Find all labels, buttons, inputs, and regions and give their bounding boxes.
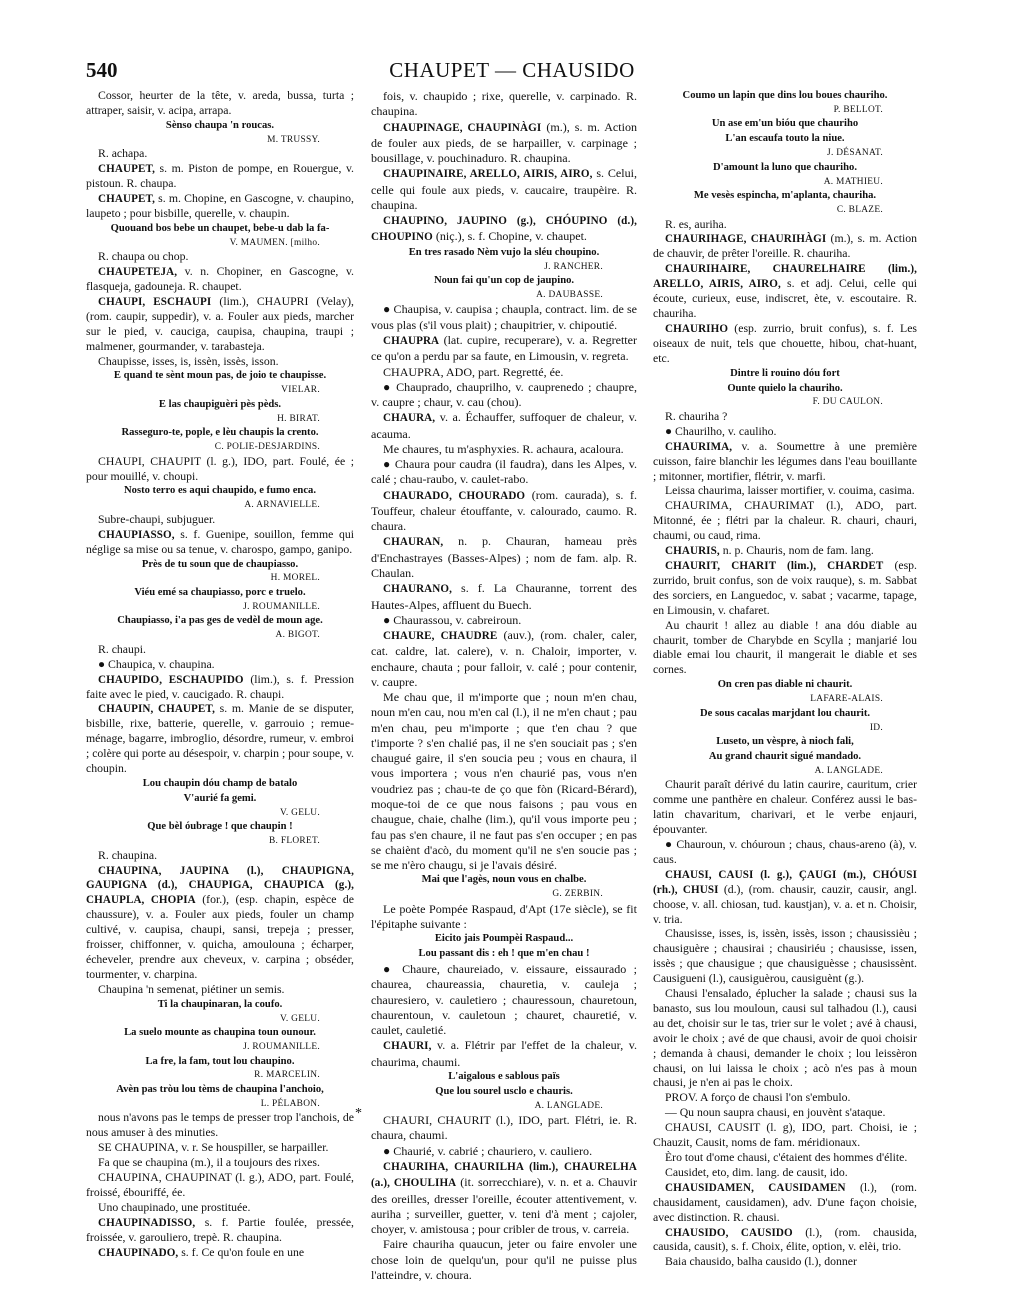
quotation-author: A. DAUBASSE. (536, 289, 603, 300)
quotation-line: Noun fai qu'un cop de jaupino. (433, 275, 575, 287)
headword: CHAUPET, (98, 192, 155, 205)
quotation-line: Rasseguro-te, pople, e lèu chaupis la crento. (121, 427, 319, 439)
headword: CHAUPINAIRE, ARELLO, AIRIS, AIRO, (383, 168, 593, 181)
quotation-line: Un ase em'un bióu que chauriho (711, 118, 859, 130)
dictionary-entry (371, 534, 637, 581)
entry-paragraph: R. chauriha ? (665, 409, 728, 423)
entry-paragraph: ● Chaupica, v. chaupina. (98, 657, 215, 671)
dictionary-entry (86, 702, 354, 777)
dictionary-entry (653, 868, 917, 928)
quotation-author: J. RANCHER. (544, 261, 603, 272)
dictionary-entry (86, 864, 354, 983)
quotation-author: LAFARE-ALAIS. (810, 694, 883, 705)
entry-paragraph: ● Chaupisa, v. caupisa ; chaupla, contract. lim. de se vous plas (s'il vous plait) ; chaupitrier, v. chipoutié. (371, 302, 637, 332)
entry-text: n. p. Chauran, hameau près d'Enchastrayes (Basses-Alpes) ; nom de fam. alp. R. Chaulan. (371, 534, 637, 580)
entry-paragraph: Leissa chaurima, laisser mortifier, v. couima, casima. (665, 484, 915, 498)
entry-text: s. f. La Chauranne, torrent des Hautes-Alpes, affluent du Buech. (371, 581, 637, 612)
entry-paragraph: Chausi l'ensalado, éplucher la salade ; chausi sus la banasto, sus lou mouloun, causi sul talhadou (l.), causi au det, choisir sur le tas, trier sur le volet ; avé à chausi, avoir le choix ; avé de que chausi, avoir de quoi choisir ; demanda à chausi, demander le choix ; lou leissèron chausi, on lui laissa le choix ; acò n'es pas à moun chausi, je n'en ai pas le choix. (653, 987, 917, 1090)
headword: CHAUPI, ESCHAUPI (98, 295, 212, 308)
dictionary-entry (371, 581, 637, 613)
quotation-line: Lou chaupin dóu champ de batalo (142, 777, 298, 789)
quotation-author: F. DU CAULON. (812, 397, 883, 408)
headword: CHAUPET, (98, 163, 155, 176)
entry-paragraph: CHAUSI, CAUSIT (l. g), IDO, part. Choisi, ie ; Chauzit, Causit, noms de fam. méridionaux. (653, 1121, 917, 1150)
headword: CHAUPETEJA, (98, 266, 178, 279)
page-number: 540 (86, 58, 118, 82)
quotation-author: L. PÉLABON. (260, 1098, 320, 1109)
entry-paragraph: CHAUPRA, ADO, part. Regretté, ée. (383, 364, 564, 379)
quotation-author: ID. (869, 722, 883, 733)
headword: CHAURAN, (383, 536, 444, 549)
headword: CHAURIHA, CHAURILHA (lim.), CHAURELHA (a.), CHOULIHA (371, 1161, 637, 1190)
entry-paragraph: PROV. A forço de chausi l'on s'embulo. (665, 1091, 851, 1105)
dictionary-entry (653, 559, 917, 619)
dictionary-entry (653, 232, 917, 262)
entry-paragraph: Chaupina 'n semenat, piétiner un semis. (98, 982, 285, 996)
quotation-author: P. BELLOT. (833, 104, 883, 115)
entry-paragraph: Chausisse, isses, is, issèn, issès, isson ; chausissièu ; chausiguère ; chausirai ; chausiriéu ; chausisse, issen, issès ; que chausigue ; que chausiguèsse ; chausissènt. Causigueni (l.), causiguèrou, causiguènt (g.). (653, 927, 917, 986)
entry-text: v. a. Flétrir par l'effet de la chaleur, v. chaurima, chaumi. (371, 1038, 637, 1069)
headword: CHAURIHAIRE, CHAURELHAIRE (lim.), ARELLO, AIRIS, AIRO, (653, 263, 917, 291)
quotation-line: Me vesès espincha, m'aplanta, chauriha. (693, 190, 877, 202)
quotation-line: Mai que l'agès, noun vous en chalbe. (421, 874, 587, 886)
headword: CHAURANO, (383, 583, 453, 596)
entry-paragraph: Au chaurit ! allez au diable ! ana dóu diable au chaurit, tomber de Charybde en Scylla ; manjarié lou diable emai lou chaurit, il mangerait le diable et ses cornes. (653, 618, 917, 677)
dictionary-entry (653, 1226, 917, 1256)
quotation-line: Avèn pas tròu lou tèms de chaupina l'anchoio, (116, 1083, 324, 1095)
quotation-author: V. GELU. (280, 807, 320, 818)
entry-paragraph: — Qu noun saupra chausi, en jouvènt s'ataque. (665, 1106, 886, 1120)
headword: CHAUPRA (383, 335, 440, 347)
dictionary-entry (86, 1246, 354, 1261)
quotation-author: J. ROUMANILLE. (243, 1042, 320, 1053)
entry-paragraph: fois, v. chaupido ; rixe, querelle, v. carpinado. R. chaupina. (371, 89, 637, 119)
entry-paragraph: Èro tout d'ome chausi, c'étaient des hommes d'élite. (665, 1151, 908, 1164)
dictionary-entry (371, 410, 637, 442)
entry-text: (l.), (rom. chausida, causida, causit), s. f. Choix, élite, option, v. elèi, trio. (653, 1225, 917, 1254)
entry-text: (lat. cupire, recuperare), v. a. Regretter ce qu'on a perdu par sa faute, en Limousin, v. regreta. (371, 333, 637, 364)
entry-text: s. m. Piston de pompe, en Rouergue, v. pistoun. R. chaupa. (86, 162, 354, 191)
quotation-line: Que lou sourel usclo e chauris. (435, 1085, 573, 1097)
dictionary-entry (86, 673, 354, 703)
entry-paragraph: CHAUPINA, CHAUPINAT (l. g.), ADO, part. Foulé, froissé, ébouriffé, ée. (86, 1170, 354, 1199)
entry-paragraph: CHAURI, CHAURIT (l.), IDO, part. Flétri, ie. R. chaura, chaumi. (371, 1113, 637, 1143)
headword: CHAURADO, CHOURADO (383, 489, 526, 502)
quotation-author: B. FLORET. (268, 836, 320, 847)
entry-paragraph: ● Chaurassou, v. cabreiroun. (383, 612, 522, 627)
entry-paragraph: ● Chaura pour caudra (il faudra), dans les Alpes, v. calé ; chau-raubo, v. caulet-rabo. (371, 457, 637, 487)
entry-text: (lim.), CHAUPRI (Velay), (rom. caupir, suppedir), v. a. Fouler aux pieds, marcher sur le pied, v. cauciga, caupisa, chaupina, traupi ; malmener, gourmander, v. tarabasteja. (86, 294, 354, 353)
quotation-line: Dintre li rouino dóu fort (730, 367, 840, 379)
quotation-line: Ounte quielo la chauriho. (727, 382, 843, 394)
dictionary-entry (371, 628, 637, 690)
entry-paragraph: SE CHAUPINA, v. r. Se houspiller, se harpailler. (98, 1141, 329, 1155)
entry-paragraph: R. achapa. (98, 147, 148, 161)
quotation-author: J. ROUMANILLE. (243, 601, 320, 612)
entry-paragraph: Uno chaupinado, une prostituée. (98, 1200, 251, 1214)
entry-text: (niç.), s. f. Chopine, v. chaupet. (432, 229, 587, 244)
headword: CHAUPIDO, ESCHAUPIDO (98, 673, 244, 686)
entry-text: s. f. Guenipe, souillon, femme qui néglige sa mise ou sa tenue, v. charospo, gampo, ganipo. (86, 527, 354, 556)
entry-text: (lim.), s. f. Pression faite avec le pied, v. caucigado. R. chaupi. (86, 672, 354, 701)
running-head: CHAUPET — CHAUSIDO (389, 58, 635, 82)
entry-text: s. f. Partie foulée, pressée, froissée, v. garouliero, trepè. R. chaupina. (86, 1215, 354, 1244)
quotation-line: Que bèl óubrage ! que chaupin ! (147, 821, 293, 833)
quotation-author: A. ARNAVIELLE. (244, 500, 320, 511)
entry-paragraph: CHAUPI, CHAUPIT (l. g.), IDO, part. Foulé, ée ; pour mouillé, v. choupi. (86, 454, 354, 483)
entry-paragraph: Cossor, heurter de la tête, v. areda, bussa, turta ; attraper, saisir, v. acipa, arrapa. (86, 89, 354, 117)
entry-text: v. a. Soumettre à une première cuisson, faire blanchir les légumes dans l'eau bouillante ; mitonner, mortifier, flétrir, v. marfi. (653, 439, 917, 483)
entry-text: v. n. Chopiner, en Gascogne, v. flasqueja, gadouneja. R. chaupet. (86, 265, 354, 293)
entry-paragraph: ● Chaurilho, v. cauliho. (665, 424, 777, 438)
entry-paragraph: Me chaures, tu m'asphyxies. R. achaura, acaloura. (383, 441, 624, 456)
quotation-author: A. LANGLADE. (814, 765, 883, 776)
column-mark: * (355, 1106, 362, 1121)
quotation-line: La fre, la fam, tout lou chaupino. (145, 1055, 295, 1067)
quotation-line: Nosto terro es aqui chaupido, e fumo enca. (124, 485, 316, 497)
headword: CHAUPINADO, (98, 1246, 179, 1259)
dictionary-entry (653, 440, 917, 485)
entry-text: (m.), s. m. Action de fouler aux pieds, de se harpailler, v. carpinage ; bousillage, v. pouchinaduro. R. chaupina. (371, 119, 637, 166)
headword: CHAURI, (383, 1040, 432, 1053)
quotation-line: Lou passant dis : eh ! que m'en chau ! (418, 948, 590, 960)
quotation-line: Chaupiasso, i'a pas ges de vedèl de moun age. (117, 615, 323, 627)
headword: CHAUPIASSO, (98, 528, 175, 541)
dictionary-entry (371, 488, 637, 535)
quotation-line: On cren pas diable ni chaurit. (717, 679, 853, 691)
quotation-line: L'an escaufa touto la niue. (725, 133, 845, 145)
dictionary-entry (86, 1216, 354, 1246)
entry-text: (esp. zurrio, bruit confus), s. f. Les oiseaux de nuit, tels que chouette, hibou, chat-huant, etc. (653, 321, 917, 365)
entry-text: s. m. Chopine, en Gascogne, v. chaupino, laupeto ; pour bisbille, querelle, v. chaupin. (86, 191, 354, 220)
entry-text: (rom. caurada), s. f. Touffeur, chaleur étouffante, v. calourado, caumo. R. chaura. (371, 487, 638, 534)
quotation-author: V. GELU. (280, 1013, 320, 1024)
entry-paragraph: ● Chauprado, chauprilho, v. cauprenedo ; chaupre, v. caupre ; chaur, v. cau (chou). (371, 379, 637, 410)
headword: CHAUSIDAMEN, CAUSIDAMEN (665, 1181, 846, 1194)
entry-text: v. a. Échauffer, suffoquer de chaleur, v. acauma. (371, 410, 637, 441)
entry-text: (esp. zurrido, bruit confus, son de voix rauque), s. m. Sabbat des sorciers, en Languedoc, v. sabat ; vacarme, tapage, en Limousin, v. chafaret. (653, 558, 917, 617)
entry-text: s. Celui, celle qui foule aux pieds, v. caucaire, traupèire. R. chaupina. (371, 166, 637, 212)
headword: CHAUPIN, CHAUPET, (98, 703, 215, 716)
headword: CHAURE, CHAUDRE (383, 630, 498, 643)
page-header (86, 58, 938, 86)
dictionary-entry (371, 120, 637, 167)
quotation-author: J. DÉSANAT. (827, 148, 883, 159)
dictionary-entry (653, 322, 917, 367)
quotation-author: C. BLAZE. (836, 205, 883, 216)
headword: CHAURIS, (665, 545, 720, 558)
entry-paragraph: R. chaupa ou chop. (98, 250, 189, 264)
quotation-author: H. MOREL. (270, 573, 320, 584)
entry-paragraph: Faire chauriha quaucun, jeter ou faire envoler une chose loin de quelqu'un, pour qu'il ne puisse plus l'atteindre, v. choura. (371, 1237, 637, 1282)
entry-text: s. et adj. Celui, celle qui écoute, curieux, euse, indiscret, ète, v. escoutaire. R. chauriha. (653, 277, 917, 320)
dictionary-entry (371, 1038, 637, 1070)
headword: CHAUSI, CAUSI (l. g.), ÇAUGI (m.), CHÓUSI (rh.), CHUSI (653, 868, 917, 896)
quotation-line: E las chaupiguèri pès pèds. (158, 398, 282, 410)
headword: CHAUPINA, JAUPINA (l.), CHAUPIGNA, GAUPIGNA (d.), CHAUPIGA, CHAUPICA (g.), CHAUPLA, CHOPIA (86, 864, 354, 907)
dictionary-entry (86, 265, 354, 295)
column-middle (371, 89, 637, 1283)
quotation-line: En tres rasado Nèm vujo la sléu choupino. (408, 246, 600, 258)
entry-paragraph: Subre-chaupi, subjuguer. (98, 512, 216, 526)
quotation-line: Coumo un lapin que dins lou boues chauriho. (682, 90, 888, 101)
entry-text: (l.), (rom. chausidament, causidamen), adv. D'une façon choisie, avec distinction. R. chausi. (653, 1180, 917, 1224)
quotation-line: La suelo mounte as chaupina toun ounour. (124, 1027, 316, 1039)
quotation-line: Luseto, un vèspre, à nioch fali, (716, 736, 854, 748)
quotation-line: Eicito jais Poumpèi Raspaud... (434, 933, 574, 945)
quotation-author: G. ZERBIN. (552, 889, 603, 900)
quotation-line: Au grand chaurit sigué mandado. (708, 750, 862, 762)
dictionary-entry (653, 1181, 917, 1226)
entry-text: (it. sorrecchiare), v. n. et a. Chauvir des oreilles, dresser l'oreille, écouter attentivement, v. auriha ; surveiller, guetter, v. teni d'à ment ; cajoler, choyer, v. amistousa ; pour cribler de trous, v. carreia. (371, 1175, 637, 1237)
dictionary-entry (86, 192, 354, 222)
quotation-line: Quouand bos bebe un chaupet, bebe-u dab la fa- (110, 222, 330, 234)
column-left (86, 89, 354, 1260)
quotation-line: V'aurié fa gemi. (183, 792, 257, 804)
headword: CHAURIT, CHARIT (lim.), CHARDET (665, 559, 884, 572)
entry-text: (for.), (esp. chapin, espèce de chaussure), v. a. Fouler aux pieds, fouler un champ cultivé, v. caupisa, chaupi, sansi, trepeja ; presser, froisser, chiffonner, v. quicha, amoulouna ; écharper, écheveler, prendre aux cheveux, v. carpina ; obséder, tourmenter, v. charpina. (86, 893, 354, 981)
quotation-line: L'aigalous e sablous païs (448, 1070, 560, 1082)
quotation-author: M. TRUSSY. (267, 134, 320, 145)
quotation-line: Près de tu soun que de chaupiasso. (141, 558, 299, 570)
entry-paragraph: Chaupisse, isses, is, issèn, issès, isson. (98, 354, 279, 368)
entry-text: (auv.), (rom. chaler, caler, cat. caldre, lat. calere), v. n. Chaloir, importer, v. enchaure, chauta ; pour falloir, v. calé ; pour contenir, v. caupre. (371, 628, 638, 689)
entry-paragraph: Me chau que, il m'importe que ; noun m'en chau, noun m'en cau, nou m'en cal (l.), il ne m'en chaut ; pau m'en chau, peu m'importe ; que t'en chau ? que t'importe ? s'en chalié pas, il ne s'en souciait pas ; s'en chaugué gaire, il s'en soucia peu ; vous en chaura, il vous importera ; vous n'en chaurié pas, vous n'en voudriez pas ; chau-te de ço que fòn (Ricard-Bérard), moque-toi de ce que nous faisons ; pau vous en chaugue, chaie, chalhe (lim.), qu'il vous importe peu ; fau pas s'en chaure, il ne faut pas s'en occuper ; en pas se chaiènt d'acò, du moment qu'il ne s'en soucie pas ; se me n'èro chaugu, si je l'avais désiré. (371, 690, 637, 873)
entry-text: n. p. Chauris, nom de fam. lang. (719, 544, 874, 558)
dictionary-entry (371, 333, 637, 365)
quotation-author: A. LANGLADE. (534, 1100, 603, 1111)
headword: CHAURIHO (665, 322, 729, 335)
entry-text: s. f. Ce qu'on foule en une (178, 1245, 305, 1259)
column-right (653, 89, 917, 1270)
quotation-author: A. MATHIEU. (823, 176, 883, 187)
dictionary-entry (86, 162, 354, 192)
dictionary-entry (371, 166, 637, 213)
dictionary-entry (371, 1159, 637, 1237)
entry-paragraph: R. chaupi. (98, 642, 146, 656)
headword: CHAURIMA, (665, 440, 733, 453)
headword: CHAURA, (383, 412, 436, 425)
dictionary-entry (86, 528, 354, 558)
quotation-line: De sous cacalas marjdant lou chaurit. (699, 707, 871, 719)
quotation-line: E quand te sènt moun pas, de joio te chaupisse. (113, 370, 327, 382)
headword: CHAUPINADISSO, (98, 1216, 196, 1229)
quotation-author: A. BIGOT. (275, 630, 320, 641)
dictionary-entry (653, 544, 917, 559)
quotation-author: V. MAUMEN. [milho. (229, 237, 320, 248)
entry-paragraph: R. chaupina. (98, 848, 158, 862)
entry-text: s. m. Manie de se disputer, bisbille, rixe, batterie, querelle, v. garrouio ; remue-ménage, bagarre, imbroglio, désordre, rumeur, v. embroi ; colère qui porte au désespoir, v. charpin ; pour soupe, v. choupin. (86, 702, 354, 776)
quotation-author: C. POLIE-DESJARDINS. (214, 442, 320, 453)
entry-text: (m.), s. m. Action de chauvir, de prêter l'oreille. R. chauriha. (653, 232, 917, 261)
entry-paragraph: ● Chaure, chaureiado, v. eissaure, eissaurado ; chaurea, chaureassia, chauretia, v. cauleja ; chauresiero, v. cauletiero ; chauressoun, chauretoun, chaurentoun, v. cauletoun ; chauret, chauretié, v. caulet, cauletié. (371, 962, 637, 1038)
quotation-line: D'amount la luno que chauriho. (713, 161, 857, 173)
headword: CHAUSIDO, CAUSIDO (665, 1226, 793, 1239)
entry-paragraph: nous n'avons pas le temps de presser trop l'anchois, de nous amuser à des minuties. (86, 1111, 354, 1140)
dictionary-entry (86, 295, 354, 355)
entry-text: (d.), (rom. chausir, cauzir, causir, angl. choose, v. all. chiosan, tud. kaustjan), v. a. et n. Choisir, v. tria. (653, 882, 917, 926)
entry-paragraph: Le poète Pompée Raspaud, d'Apt (17e siècle), se fit l'épitaphe suivante : (371, 901, 637, 931)
entry-paragraph: Causidet, eto, dim. lang. de causit, ido. (665, 1165, 848, 1179)
headword: CHAUPINAGE, CHAUPINÀGI (383, 121, 542, 134)
dictionary-entry (653, 262, 917, 322)
entry-paragraph: Baia chausido, balha causido (l.), donner (665, 1255, 857, 1269)
quotation-author: R. MARCELIN. (254, 1070, 320, 1081)
entry-paragraph: ● Chauroun, v. chóuroun ; chaus, chaus-areno (à), v. caus. (653, 837, 917, 866)
headword: CHAUPINO, JAUPINO (g.), CHÓUPINO (d.), CHOUPINO (371, 215, 637, 244)
quotation-author: VIELAR. (281, 385, 320, 396)
entry-paragraph: Chaurit paraît dérivé du latin caurire, cauritum, crier comme une panthère en chaleur. Conférez aussi le bas-latin chavaritum, charivari, et le verbe enjauri, épouvanter. (653, 778, 917, 837)
headword: CHAURIHAGE, CHAURIHÀGI (665, 233, 827, 246)
dictionary-entry (371, 213, 637, 246)
entry-paragraph: Fa que se chaupina (m.), il a toujours des rixes. (98, 1156, 320, 1170)
quotation-line: Sènso chaupa 'n roucas. (165, 119, 275, 131)
entry-paragraph: ● Chaurié, v. cabrié ; chauriero, v. cauliero. (383, 1143, 593, 1158)
quotation-author: H. BIRAT. (277, 413, 320, 424)
entry-paragraph: R. es, auriha. (665, 217, 727, 231)
quotation-line: Viéu emé sa chaupiasso, porc e truelo. (134, 586, 306, 598)
entry-paragraph: CHAURIMA, CHAURIMAT (l.), ADO, part. Mitonné, ée ; flétri par la chaleur. R. chauri, chauri, chaumi, ou caud, rima. (653, 499, 917, 543)
quotation-line: Ti la chaupinaran, la coufo. (157, 998, 283, 1010)
